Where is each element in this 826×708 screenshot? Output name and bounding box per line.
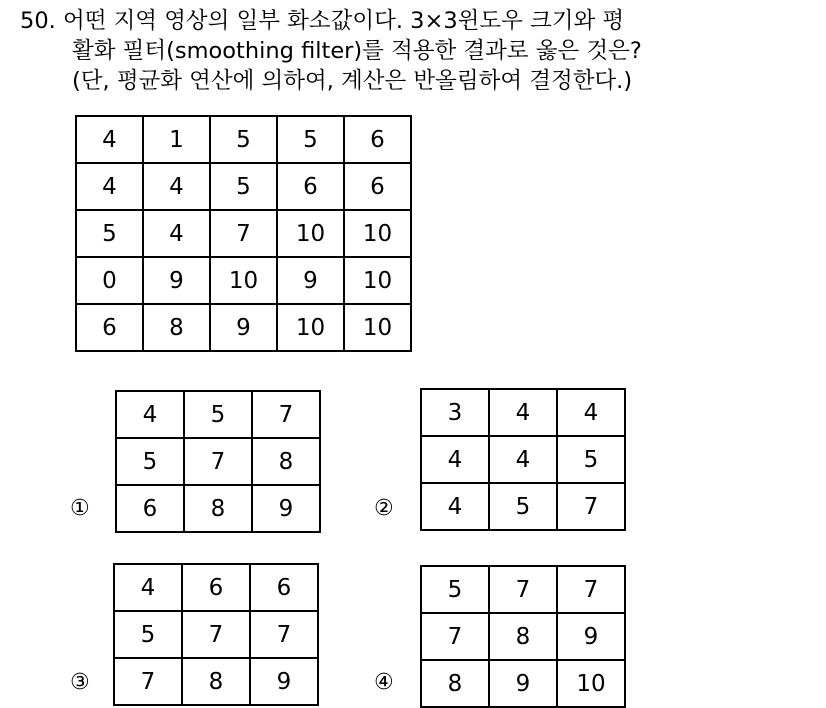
grid-cell: 7 xyxy=(250,611,318,658)
grid-cell: 5 xyxy=(489,483,557,530)
grid-cell: 10 xyxy=(344,257,411,304)
grid-row xyxy=(421,483,625,530)
grid-row xyxy=(76,257,411,304)
grid-cell: 6 xyxy=(116,485,184,532)
pixel-value-grid xyxy=(75,115,412,352)
grid-cell: 0 xyxy=(76,257,143,304)
grid-row xyxy=(421,566,625,613)
grid-cell: 1 xyxy=(143,116,210,163)
option-2-marker[interactable]: ② xyxy=(374,496,394,521)
grid-cell: 9 xyxy=(210,304,277,351)
option-3-marker[interactable]: ③ xyxy=(70,670,90,695)
option-3-grid[interactable] xyxy=(113,563,319,706)
grid-cell: 9 xyxy=(557,613,625,660)
grid-cell: 5 xyxy=(116,438,184,485)
grid-cell: 4 xyxy=(76,116,143,163)
grid-row xyxy=(76,210,411,257)
grid-cell: 4 xyxy=(76,163,143,210)
grid-cell: 7 xyxy=(210,210,277,257)
grid-cell: 10 xyxy=(210,257,277,304)
grid-cell: 4 xyxy=(114,564,182,611)
grid-cell: 10 xyxy=(277,210,344,257)
grid-row xyxy=(114,658,318,705)
question-line-1 xyxy=(20,6,642,36)
grid-cell: 4 xyxy=(143,210,210,257)
grid-cell: 4 xyxy=(143,163,210,210)
option-1-grid[interactable] xyxy=(115,390,321,533)
grid-row xyxy=(421,613,625,660)
question-number: 50. xyxy=(20,8,56,34)
option-4-marker[interactable]: ④ xyxy=(374,670,394,695)
option-4-grid[interactable] xyxy=(420,565,626,708)
grid-cell: 7 xyxy=(421,613,489,660)
grid-cell: 3 xyxy=(421,389,489,436)
grid-cell: 5 xyxy=(76,210,143,257)
grid-row xyxy=(116,391,320,438)
option-1-marker[interactable]: ① xyxy=(70,496,90,521)
grid-cell: 7 xyxy=(114,658,182,705)
grid-cell: 7 xyxy=(182,611,250,658)
grid-row xyxy=(116,485,320,532)
question-line-1-text: 어떤 지역 영상의 일부 화소값이다. 3×3윈도우 크기와 평 xyxy=(62,8,625,34)
grid-cell: 7 xyxy=(557,566,625,613)
grid-cell: 9 xyxy=(277,257,344,304)
grid-cell: 10 xyxy=(344,304,411,351)
grid-cell: 10 xyxy=(557,660,625,707)
grid-cell: 6 xyxy=(277,163,344,210)
grid-cell: 6 xyxy=(250,564,318,611)
grid-cell: 4 xyxy=(421,436,489,483)
grid-cell: 10 xyxy=(277,304,344,351)
grid-cell: 9 xyxy=(489,660,557,707)
grid-cell: 5 xyxy=(114,611,182,658)
grid-cell: 7 xyxy=(184,438,252,485)
grid-row xyxy=(76,116,411,163)
grid-cell: 6 xyxy=(76,304,143,351)
grid-cell: 8 xyxy=(184,485,252,532)
grid-cell: 8 xyxy=(143,304,210,351)
grid-cell: 9 xyxy=(252,485,320,532)
grid-row xyxy=(421,436,625,483)
grid-cell: 9 xyxy=(250,658,318,705)
grid-cell: 8 xyxy=(421,660,489,707)
grid-row xyxy=(421,389,625,436)
grid-cell: 10 xyxy=(344,210,411,257)
grid-row xyxy=(114,564,318,611)
grid-cell: 4 xyxy=(489,436,557,483)
grid-cell: 5 xyxy=(421,566,489,613)
option-2-grid[interactable] xyxy=(420,388,626,531)
grid-cell: 8 xyxy=(252,438,320,485)
grid-cell: 8 xyxy=(182,658,250,705)
grid-cell: 5 xyxy=(277,116,344,163)
question-text xyxy=(20,6,642,96)
grid-cell: 7 xyxy=(489,566,557,613)
grid-row xyxy=(76,163,411,210)
grid-row xyxy=(116,438,320,485)
question-line-3: (단, 평균화 연산에 의하여, 계산은 반올림하여 결정한다.) xyxy=(72,68,633,94)
grid-cell: 5 xyxy=(210,163,277,210)
grid-cell: 6 xyxy=(344,163,411,210)
grid-cell: 6 xyxy=(182,564,250,611)
grid-cell: 5 xyxy=(184,391,252,438)
grid-cell: 4 xyxy=(557,389,625,436)
grid-cell: 4 xyxy=(421,483,489,530)
grid-cell: 9 xyxy=(143,257,210,304)
grid-row xyxy=(76,304,411,351)
grid-row xyxy=(114,611,318,658)
grid-cell: 5 xyxy=(210,116,277,163)
grid-cell: 5 xyxy=(557,436,625,483)
grid-cell: 6 xyxy=(344,116,411,163)
question-line-2: 활화 필터(smoothing filter)를 적용한 결과로 옳은 것은? xyxy=(72,38,642,64)
grid-cell: 8 xyxy=(489,613,557,660)
grid-cell: 7 xyxy=(252,391,320,438)
grid-cell: 4 xyxy=(116,391,184,438)
grid-cell: 4 xyxy=(489,389,557,436)
grid-cell: 7 xyxy=(557,483,625,530)
